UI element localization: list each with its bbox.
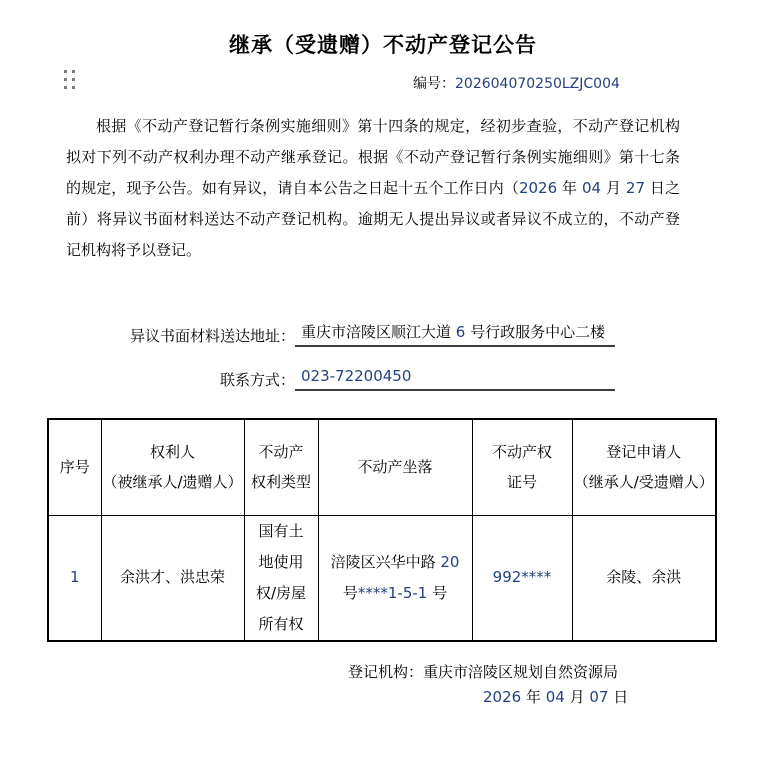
table-row <box>48 515 716 641</box>
cell-cert-number: 992**** <box>472 515 572 641</box>
address-label: 异议书面材料送达地址： <box>129 327 295 345</box>
contact-label: 联系方式： <box>219 371 295 389</box>
header-owner: 权利人 （被继承人/遗赠人） <box>101 419 244 515</box>
deadline-day: 27 <box>625 179 646 197</box>
address-value-pre: 重庆市涪陵区顺江大道 <box>301 323 456 341</box>
header-seq: 序号 <box>48 419 101 515</box>
table-header-row <box>48 419 716 515</box>
header-location: 不动产坐落 <box>318 419 472 515</box>
notice-page <box>0 31 766 764</box>
cell-seq: 1 <box>48 515 101 641</box>
document-number-label: 编号： <box>413 76 455 92</box>
deadline-month-unit: 月 <box>601 179 626 197</box>
registration-authority-line <box>0 660 766 685</box>
address-street-number: 6 <box>455 323 466 341</box>
header-applicant: 登记申请人 （继承人/受遗赠人） <box>572 419 716 515</box>
registration-table <box>47 418 717 642</box>
page-title: 继承（受遗赠）不动产登记公告 <box>229 33 537 57</box>
contact-value <box>295 366 615 391</box>
header-cert-number: 不动产权 证号 <box>472 419 572 515</box>
drag-handle-icon[interactable] <box>64 70 75 89</box>
footer <box>0 660 766 710</box>
address-value <box>295 322 615 347</box>
contact-line <box>0 366 766 391</box>
issue-year: 2026 <box>483 687 522 706</box>
deadline-year-unit: 年 <box>557 179 582 197</box>
address-line <box>0 322 766 347</box>
document-number-line <box>0 74 766 95</box>
deadline-year: 2026 <box>518 179 558 197</box>
deadline-month: 04 <box>581 179 602 197</box>
issue-date-line: 2026 年 04 月 07 日 <box>483 687 629 706</box>
issue-month: 04 <box>545 687 565 706</box>
authority-value: 重庆市涪陵区规划自然资源局 <box>423 662 619 681</box>
cell-location: 涪陵区兴华中路 20 号****1-5-1 号 <box>318 515 472 641</box>
cell-owner: 余洪才、洪忠荣 <box>101 515 244 641</box>
cell-applicant: 余陵、余洪 <box>572 515 716 641</box>
document-number-value: 202604070250LZJC004 <box>455 76 620 92</box>
notice-text-post: 日之前）将异议书面材料送达不动产登记机构。逾期无人提出异议或者异议不成立的，不动产登记机构将予以登记。 <box>66 179 680 259</box>
authority-label: 登记机构： <box>348 662 424 681</box>
header-right-type: 不动产 权利类型 <box>244 419 318 515</box>
cell-right-type: 国有土地使用权/房屋所有权 <box>244 515 318 641</box>
notice-paragraph <box>66 111 680 266</box>
notice-text-pre: 根据《不动产登记暂行条例实施细则》第十四条的规定，经初步查验，不动产登记机构拟对下列不动产权利办理不动产继承登记。根据《不动产登记暂行条例实施细则》第十七条的规定，现予公告。如有异议，请自本公告之日起十五个工作日内（ <box>66 117 680 197</box>
contact-phone-number: 023-72200450 <box>301 367 412 385</box>
objection-form-block <box>0 322 766 391</box>
issue-day: 07 <box>589 687 609 706</box>
address-value-post: 号行政服务中心二楼 <box>465 323 606 341</box>
